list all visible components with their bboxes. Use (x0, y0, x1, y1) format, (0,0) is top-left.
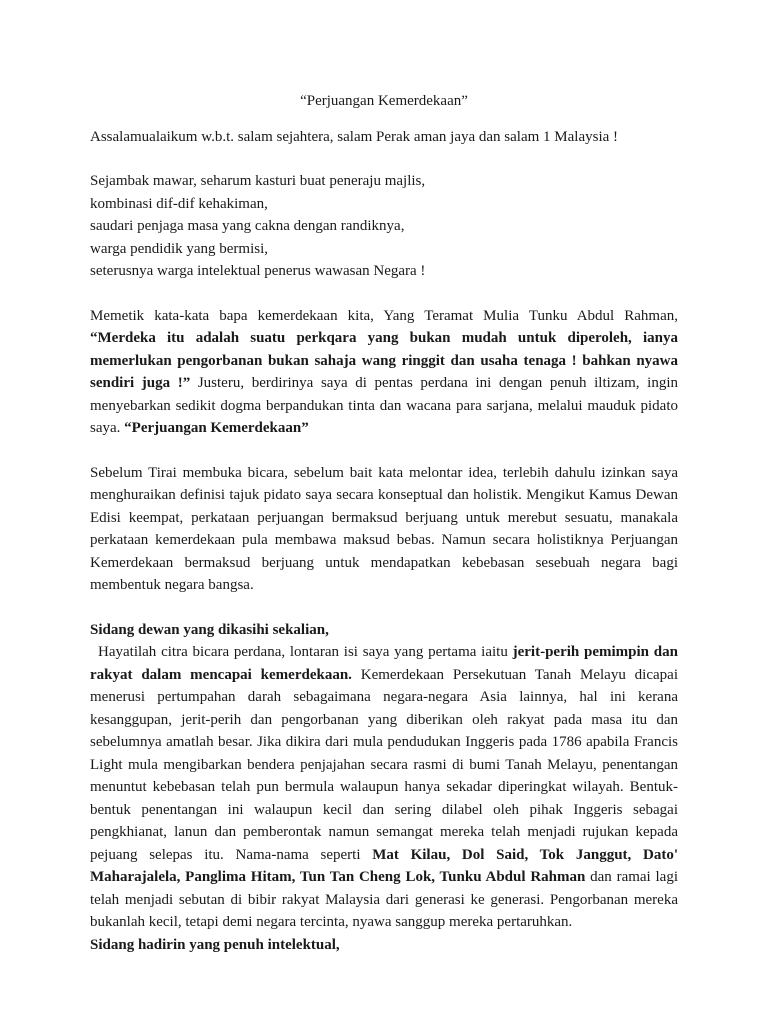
definition-paragraph: Sebelum Tirai membuka bicara, sebelum bait kata melontar idea, terlebih dahulu izinkan saya menghuraikan definisi tajuk pidato saya secara konseptual dan holistik. Mengikut Kamus Dewan Edisi keempat, perkataan perjuangan bermaksud berjuang untuk merebut sesuatu, manakala perkataan kemerdekaan pula membawa maksud bebas. Namun secara holistiknya Perjuangan Kemerdekaan bermaksud berjuang untuk mendapatkan kebebasan sesebuah negara bagi membentuk negara bangsa. (90, 464, 678, 593)
salutation-line: warga pendidik yang bermisi, (90, 240, 269, 257)
intro-text: Memetik kata-kata bapa kemerdekaan kita, Yang Teramat Mulia Tunku Abdul Rahman, (90, 307, 678, 324)
greeting-paragraph: Assalamualaikum w.b.t. salam sejahtera, salam Perak aman jaya dan salam 1 Malaysia ! (90, 128, 619, 145)
intro-text-continued: Justeru, berdirinya saya di pentas perdana ini dengan penuh iltizam, ingin menyebarkan sedikit dogma berpandukan tinta dan wacana para sarjana, melalui mauduk pidato saya. (90, 375, 678, 436)
section1-text-end: dan ramai lagi telah menjadi sebutan di bibir rakyat Malaysia dari generasi ke generasi. Pengorbanan mereka bukanlah kecil, tetapi demi negara tercinta, nyawa sanggup mereka pertaruhkan. (90, 869, 678, 930)
salutation-line: kombinasi dif-dif kehakiman, (90, 195, 268, 212)
section1-bold-point: jerit-perih pemimpin dan rakyat dalam mencapai kemerdekaan. (90, 644, 678, 683)
intro-quote: “Merdeka itu adalah suatu perkqara yang bukan mudah untuk diperoleh, ianya memerlukan pengorbanan bukan sahaja wang ringgit dan usaha tenaga ! bahkan nyawa sendiri juga !” (90, 330, 678, 391)
section1-bold-names: Mat Kilau, Dol Said, Tok Janggut, Dato' Maharajalela, Panglima Hitam, Tun Tan Cheng Lok, Tunku Abdul Rahman (90, 846, 678, 885)
salutation-line: saudari penjaga masa yang cakna dengan randiknya, (90, 218, 405, 234)
salutation-line: seterusnya warga intelektual penerus wawasan Negara ! (90, 263, 426, 279)
salutations-paragraph (90, 170, 678, 283)
intro-paragraph (90, 305, 678, 440)
salutation-line: Sejambak mawar, seharum kasturi buat peneraju majlis, (90, 173, 426, 189)
document-title: “Perjuangan Kemerdekaan” (300, 93, 468, 109)
intro-title-reference: “Perjuangan Kemerdekaan” (124, 420, 309, 436)
section-heading-2: Sidang hadirin yang penuh intelektual, (90, 936, 340, 953)
section1-paragraph (90, 641, 678, 934)
section1-text: Hayatilah citra bicara perdana, lontaran isi saya yang pertama iaitu (98, 644, 513, 660)
section1-text-continued: Kemerdekaan Persekutuan Tanah Melayu dicapai menerusi pertumpahan darah sebagaimana negara-negara Asia lainnya, hal ini kerana kesanggupan, jerit-perih dan pengorbanan yang diberikan oleh rakyat pada masa itu dan sebelumnya amatlah besar. Jika dikira dari mula pendudukan Inggeris pada 1786 apabila Francis Light mula mengibarkan bendera penjajahan secara rasmi di bumi Tanah Melayu, penentangan menuntut kebebasan telah pun bermula walaupun hanya sekadar diperingkat wilayah. Bentuk-bentuk penentangan ini walaupun kecil dan sering dilabel oleh pihak Inggeris sebagai pengkhianat, lanun dan pemberontak namun semangat mereka telah menjadi rujukan kepada pejuang selepas itu. Nama-nama seperti (90, 666, 678, 863)
section-heading-1: Sidang dewan yang dikasihi sekalian, (90, 621, 329, 638)
